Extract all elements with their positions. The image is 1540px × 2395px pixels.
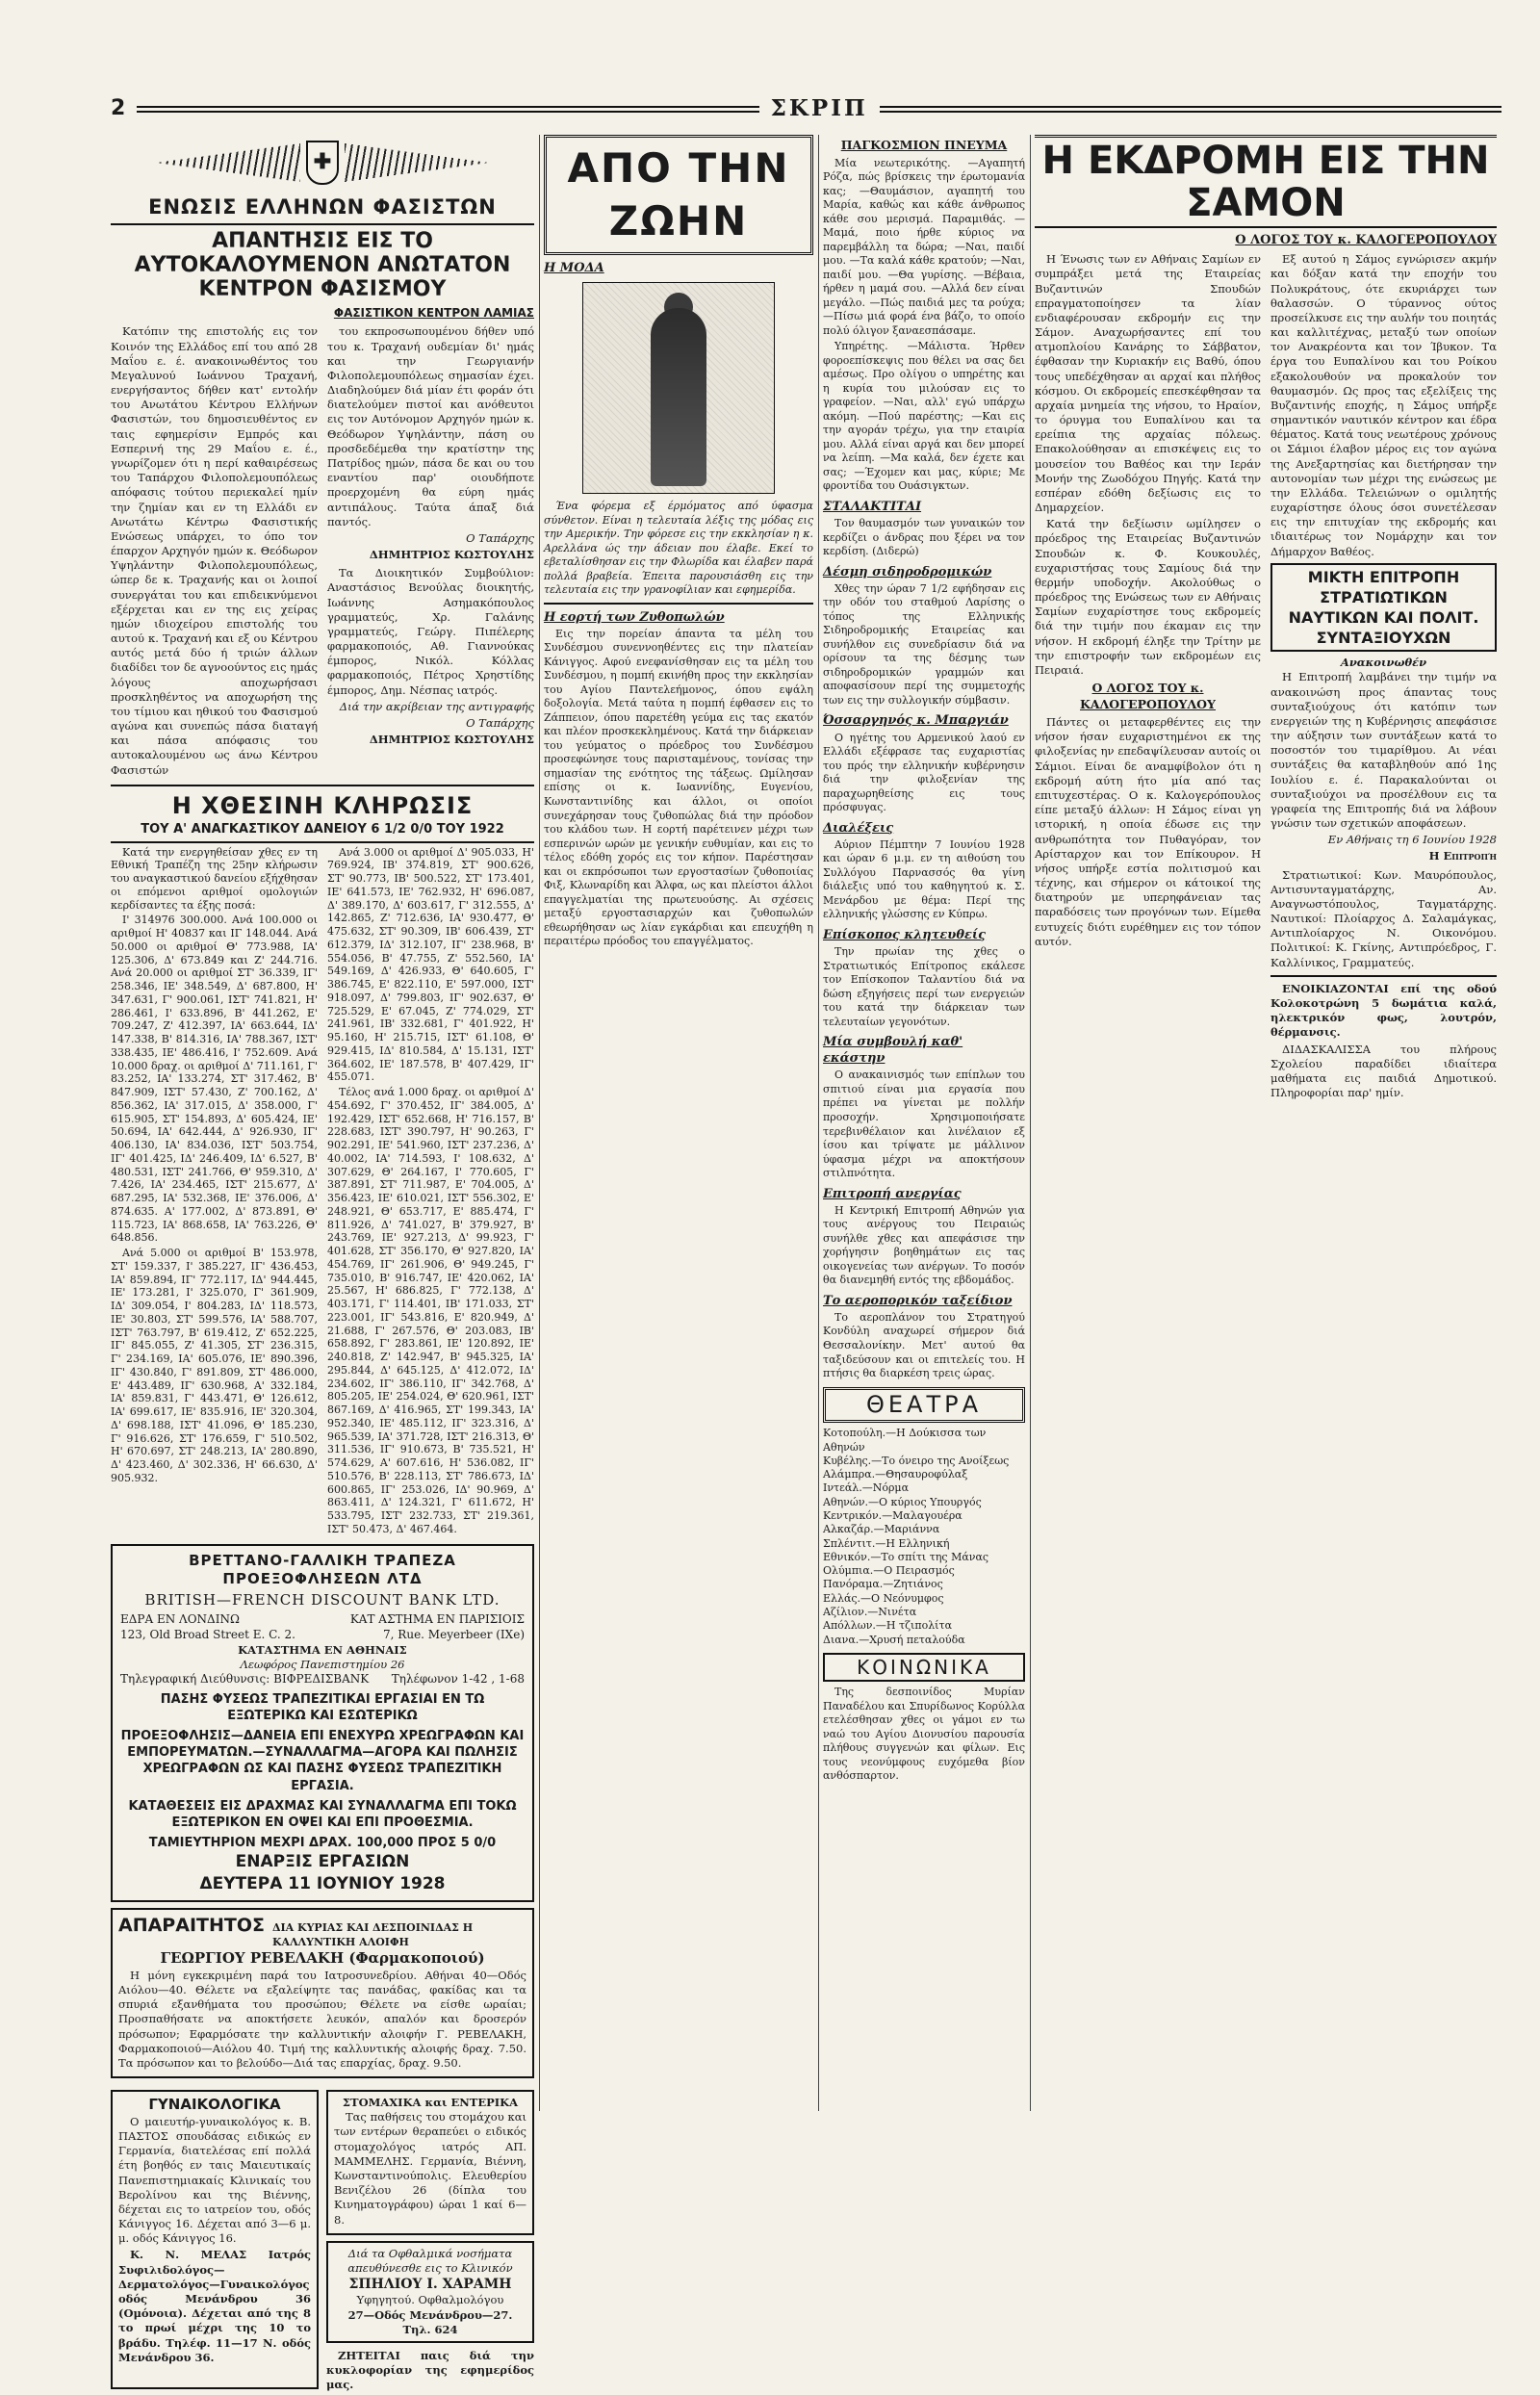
rebelakis-subtitle: ΔΙΑ ΚΥΡΙΑΣ ΚΑΙ ΔΕΣΠΟΙΝΙΔΑΣ Η ΚΑΛΛΥΝΤΙΚΗ ΑΛΟΙΦΗ	[271, 1921, 474, 1948]
news-text-2: Ο ηγέτης του Αρμενικού λαού εν Ελλάδι εξέφρασε τας ευχαριστίας του πρός την ελληνικήν κυβέρνησιν διά την φιλοξενίαν της παραχωρηθείσης εις τους πρόσφυγας.	[823, 731, 1025, 814]
bank-start: ΕΝΑΡΞΙΣ ΕΡΓΑΣΙΩΝ	[235, 1852, 410, 1872]
gynecology-title: ΓΥΝΑΙΚΟΛΟΓΙΚΑ	[148, 2096, 281, 2114]
news-text-6: Η Κεντρική Επιτροπή Αθηνών για τους ανέργους του Πειραιώς συνήλθε χθες και απεφάσισε την χορήγησιν βοηθημάτων εις τας οικογενείας των ανέργων. Το ποσόν θα διανεμηθή εντός της εβδομάδος.	[823, 1203, 1025, 1287]
fashion-heading: Η ΜΟΔΑ	[544, 260, 604, 275]
lottery-numbers-a: Ι' 314976 300.000. Ανά 100.000 οι αριθμοί Η' 40837 και ΙΓ 148.044. Ανά 50.000 οι αριθμοί Θ' 773.988, ΙΑ' 125.306, Δ' 673.849 και Ζ' 244.716. Ανά 20.000 οι αριθμοί ΣΤ' 36.339, ΙΓ' 258.346, ΙΕ' 348.549, Δ' 687.800, Η' 347.631, Γ' 900.061, ΙΣΤ' 741.821, Η' 286.461, Ι' 633.896, Β' 441.262, Ε' 709.247, Ζ' 412.397, ΙΑ' 663.644, ΙΔ' 147.338, Β' 814.316, ΙΑ' 788.367, ΙΣΤ' 338.435, ΙΕ' 486.416, Ι' 752.609. Ανά 10.000 δραχ. οι αριθμοί Δ' 711.161, Γ' 83.252, ΙΑ' 133.274, ΣΤ' 317.462, Β' 847.909, ΙΣΤ' 57.430, Ζ' 700.162, Δ' 856.362, ΙΑ' 317.015, Δ' 358.000, Γ' 615.905, ΣΤ' 154.893, Δ' 605.424, ΙΕ' 50.694, ΙΑ' 642.444, Δ' 926.930, ΙΓ' 406.130, ΙΑ' 834.036, ΙΣΤ' 503.754, ΙΓ' 401.425, ΙΔ' 246.409, ΙΔ' 6.527, Β' 480.531, ΙΣΤ' 241.766, Θ' 959.310, Δ' 7.426, ΙΑ' 234.465, ΙΣΤ' 215.677, Δ' 687.295, ΙΑ' 532.368, ΙΕ' 376.006, Δ' 874.635. Α' 177.002, Δ' 873.891, Θ' 115.723, ΙΑ' 868.658, ΙΑ' 763.226, Θ' 648.856.	[111, 914, 318, 1245]
news-heading-3: Διαλέξεις	[823, 820, 894, 836]
left-column	[111, 135, 534, 2392]
theatre-item: Ιντεάλ.—Νόρμα	[823, 1481, 910, 1495]
column-divider	[539, 135, 540, 2111]
charamis-lead: Διά τα Οφθαλμικά νοσήματα απευθύνεσθε εις το Κλινικόν	[347, 2246, 513, 2275]
society-heading: ΚΟΙΝΩΝΙΚΑ	[823, 1653, 1025, 1682]
theatre-item: Σπλέντιτ.—Η Ελληνική	[823, 1536, 950, 1550]
woman-dress-figure	[651, 308, 706, 486]
speech-heading: Ο ΛΟΓΟΣ ΤΟΥ κ. ΚΑΛΟΓΕΡΟΠΟΥΛΟΥ	[1080, 681, 1216, 711]
fascist-union-title: ΕΝΩΣΙΣ ΕΛΛΗΝΩΝ ΦΑΣΙΣΤΩΝ	[111, 194, 534, 225]
brewers-feast-text: Εις την πορείαν άπαντα τα μέλη του Συνδέσμου συνεννοηθέντες εις την πλατείαν Κάνιγγος. Αφού ενεφανίσθησαν εις τα μέλη του Συνδέσμου, η πομπή εκινήθη προς την εκκλησίαν του Αγίου Παντελεήμονος, όπου εψάλη δοξολογία. Μετά ταύτα η πομπή έφθασεν εις το Ζάππειον, όπου παρετέθη γεύμα εις τας εκατόν και πλέον προσκεκλημένους. Κατά την διάρκειαν του γεύματος ο πρόεδρος του Συνδέσμου προσεφώνησε τους παρισταμένους, τονίσας την σημασίαν της ενότητος της τάξεως. Ωμίλησαν επίσης οι κ. Ιωαννίδης, Ευγενίου, Κωνσταντινίδης και άλλοι, οι οποίοι συνεχάρησαν τους ζυθοπώλας διά την πρόοδον του κλάδου των. Η εορτή παρέτεινεν μέχρι των εσπερινών ωρών με γενικήν ευθυμίαν, και εις το τέλος εδόθη χορός εις τον κήπον. Παρέστησαν και οι εκπρόσωποι των εργοστασίων ζυθοποιίας Φιξ, Κλωναρίδη και Άλφα, ως και πλείστοι άλλοι επαγγελματίαι της πρωτευούσης. Αι σχέσεις μεταξύ εργοστασιαρχών και ζυθοπωλών εθεωρήθησαν ως λίαν εγκάρδιαι και επευχήθη η περαιτέρω πρόοδος του επαγγέλματος.	[544, 627, 813, 948]
speech-text: Πάντες οι μεταφερθέντες εις την νήσον ήσαν ευχαριστημένοι εκ της φιλοξενίας ην επεδαψίλευσαν αυτοίς οι Σάμιοι. Είναι δε αναμφίβολον ότι η εκδρομή αύτη ήτο μία από τας επιτυχεστέρας. Ο κ. Καλογερόπουλος είπε μεταξύ άλλων: Η Σάμος είναι γη ιστορική, η οποία έδωσε εις την ανθρωπότητα τον Πυθαγόραν, τον Αρίσταρχον και τον Επίκουρον. Η νήσος υπήρξε εστία πολιτισμού και τέχνης, και σήμερον οι κάτοικοί της διατηρούν με υπερηφάνειαν τας παραδόσεις των προγόνων των. Είμεθα ευτυχείς διότι ευρέθημεν εις τον τόπον αυτόν.	[1035, 715, 1261, 948]
samos-text-1: Η Ένωσις των εν Αθήναις Σαμίων εν συμπράξει μετά της Εταιρείας Βυζαντινών Σπουδών επραγματοποίησεν τα λίαν ενδιαφέρουσαν εκδρομήν εις την Σάμον. Αναχωρήσαντες επί του ατμοπλοίου Κανάρης το Σάββατον, έφθασαν την Κυριακήν εις Βαθύ, όπου τους υπεδέχθησαν αι αρχαί και πλήθος κόσμου. Οι εκδρομείς επεσκέφθησαν τα αρχαία μνημεία της νήσου, το Ηραίον, το όρυγμα του Ευπαλίνου και τα ερείπια της αρχαίας πόλεως. Επακολούθησαν αι επισκέψεις εις το μουσείον του Βαθέος και την Ιεράν Μονήν της Ζωοδόχου Πηγής. Κατά την εσπέραν εδόθη δεξίωσις εις το Δημαρχείον.	[1035, 252, 1261, 515]
rent-notice: ΕΝΟΙΚΙΑΖΟΝΤΑΙ επί της οδού Κολοκοτρώνη 5 δωμάτια καλά, ηλεκτρικόν φως, λουτρόν, θέρμανσις.	[1270, 981, 1497, 1040]
gynecology-text: Ο μαιευτήρ-γυναικολόγος κ. Β. ΠΑΣΤΟΣ σπουδάσας ειδικώς εν Γερμανία, διατελέσας επί πολλά έτη βοηθός εν ταις Μαιευτικαίς Πανεπιστημιακαίς Κλινικαίς του Βερολίνου και της Βιέννης, δέχεται εις το ιατρείον του, οδός Κάνιγγος 16. Δέχεται από 3—6 μ. μ. οδός Κάνιγγος 16.	[118, 2114, 311, 2246]
brewers-feast-heading: Η εορτή των Ζυθοπωλών	[544, 609, 725, 625]
bank-athens-label: ΚΑΤΑΣΤΗΜΑ ΕΝ ΑΘΗΝΑΙΣ	[238, 1642, 407, 1657]
committee-text: Η Επιτροπή λαμβάνει την τιμήν να ανακοινώση προς άπαντας τους συνταξιούχους ότι κατόπιν των ενεργειών της η Κυβέρνησις απεφάσισε την αύξησιν των συντάξεων κατά το ποσοστόν του τιμαρίθμου. Αι νέαι συντάξεις θα καταβληθούν από 1ης Ιουλίου ε. έ. Παρακαλούνται οι συνταξιούχοι να προσέλθουν εις τα γραφεία της Επιτροπής διά να λάβουν γνώσιν των σχετικών αποφάσεων.	[1270, 670, 1497, 831]
theatre-item: Πανόραμα.—Ζητιάνος	[823, 1578, 943, 1591]
apo-tin-zoin-column	[544, 135, 813, 2111]
committee-signature: Η Επιτροπή	[1428, 849, 1497, 863]
signature-name-2: ΔΗΜΗΤΡΙΟΣ ΚΩΣΤΟΥΛΗΣ	[369, 733, 534, 747]
page-number: 2	[111, 96, 126, 121]
rebelakis-text: Η μόνη εγκεκριμένη παρά του Ιατροσυνεδρίου. Αθήναι 40—Οδός Αιόλου—40. Θέλετε να εξαλείψητε τας πανάδας, φακίδας και τα σπυριά εξανθήματα του προσώπου; Θέλετε να είσθε ωραίαι; Προσπαθήσατε να αποκτήσετε λευκόν, απαλόν και δροσερόν πρόσωπον; Εφαρμόσατε την καλλυντικήν αλοιφήν Γ. ΡΕΒΕΛΑΚΗ, Φαρμακοποιού—Αιόλου 40. Τιμή της καλλυντικής αλοιφής δραχ. 7.50. Τα πρόσωπον και το βελούδο—Διά τας επαρχίας, δραχ. 9.50.	[118, 1968, 526, 2070]
news-heading-2: Όσσαργηνός κ. Μπαργιάν	[823, 713, 1009, 729]
stomach-text: Τας παθήσεις του στομάχου και των εντέρων θεραπεύει ο ειδικός στομαχολόγος ιατρός ΑΠ. ΜΑΜΜΕΛΗΣ. Γερμανία, Βιέννη, Κωνσταντινούπολις. Ελευθερίου Βενιζέλου 26 (δίπλα του Κινηματογράφου) ώραι 1 καί 6—8.	[334, 2110, 526, 2227]
world-spirit-heading: ΠΑΓΚΟΣΜΙΟΝ ΠΝΕΥΜΑ	[840, 138, 1008, 152]
theatre-item: Διανα.—Χρυσή πεταλούδα	[823, 1633, 965, 1646]
bank-london-address: 123, Old Broad Street E. C. 2.	[120, 1627, 295, 1641]
lottery-numbers-d: Τέλος ανά 1.000 δραχ. οι αριθμοί Δ' 454.692, Γ' 370.452, ΙΓ' 384.005, Δ' 192.429, ΙΣΤ' 652.668, Η' 716.157, Β' 228.683, ΙΣΤ' 390.797, Η' 90.263, Γ' 902.291, ΙΕ' 541.960, ΙΣΤ' 237.236, Δ' 40.002, ΙΑ' 714.593, Ι' 108.632, Δ' 307.629, Θ' 264.167, Ι' 770.605, Γ' 387.891, ΣΤ' 711.987, Ε' 704.005, Δ' 356.423, ΙΕ' 610.021, ΙΣΤ' 556.302, Ε' 248.921, Θ' 653.717, Ε' 885.474, Γ' 811.926, Δ' 741.027, Β' 379.927, Β' 243.769, ΙΕ' 927.213, Δ' 99.923, Γ' 401.628, ΣΤ' 356.170, Θ' 927.820, ΙΑ' 454.769, ΙΓ' 261.906, Θ' 949.245, Γ' 735.010, Β' 916.747, ΙΕ' 420.062, ΙΑ' 25.567, Η' 686.825, Γ' 772.138, Δ' 403.171, Γ' 114.401, ΙΒ' 171.033, ΣΤ' 223.001, ΙΓ' 543.816, Ε' 820.949, Δ' 21.688, Γ' 267.576, Θ' 203.083, ΙΒ' 658.892, Γ' 283.861, ΙΕ' 120.892, ΙΕ' 240.818, Ζ' 142.947, Β' 945.325, ΙΑ' 295.844, Δ' 645.125, Δ' 412.072, ΙΔ' 234.602, ΙΓ' 386.110, ΙΓ' 342.768, Δ' 805.205, ΙΕ' 254.024, Θ' 620.961, ΙΣΤ' 867.169, Δ' 416.965, ΣΤ' 199.343, ΙΑ' 952.340, ΙΕ' 485.112, ΙΓ' 323.316, Δ' 965.539, ΙΑ' 371.728, ΙΣΤ' 216.313, Θ' 311.536, ΙΓ' 910.673, Β' 735.521, Η' 574.629, Α' 607.616, Η' 536.082, ΙΓ' 510.576, Β' 228.113, ΣΤ' 786.673, ΙΔ' 600.865, ΙΓ' 253.026, ΙΔ' 90.969, Δ' 863.411, Δ' 124.321, Γ' 611.672, Η' 533.795, ΙΣΤ' 232.733, ΣΤ' 219.361, ΙΣΤ' 50.473, Δ' 467.464.	[327, 1086, 534, 1535]
bank-start-date: ΔΕΥΤΕΡΑ 11 ΙΟΥΝΙΟΥ 1928	[199, 1873, 446, 1893]
news-text-1: Χθες την ώραν 7 1/2 εφήδησαν εις την οδόν του σταθμού Λαρίσης ο τόπος της Ελληνικής Σιδηροδρομικής Εταιρείας και συνήλθον εις συνεδρίασιν διά να ορίσουν τα της δέσμης των σιδηροδρομικών γραμμών και αποφασίσουν περί της συμμετοχής των εις την συλλογικήν σύμβασιν.	[823, 581, 1025, 707]
fascist-emblem	[111, 135, 534, 191]
lottery-results	[111, 846, 534, 1538]
samos-byline: Ο ΛΟΓΟΣ ΤΟΥ κ. ΚΑΛΟΓΕΡΟΠΟΥΛΟΥ	[1235, 233, 1497, 247]
gynecology-advertisement	[111, 2090, 319, 2388]
theatre-heading: ΘΕΑΤΡΑ	[823, 1387, 1025, 1424]
charamis-address: 27—Οδός Μενάνδρου—27. Τηλ. 624	[347, 2307, 513, 2336]
samos-text-2: Εξ αυτού η Σάμος εγνώρισεν ακμήν και δόξαν κατά την εποχήν του Πολυκράτους, ότε εκυριάρχει των θαλασσών. Ο τύραννος ούτος προσείλκυσε εις την αυλήν του ποιητάς και καλλιτέχνας, μεταξύ των οποίων τον Ανακρέοντα και τον Ίβυκον. Τα έργα του Ευπαλίνου και του Ροίκου εξακολουθούν να προκαλούν τον θαυμασμόν. Ως προς τας εξελίξεις της Βυζαντινής εποχής, η Σάμος υπήρξε σημαντικόν ναυτικόν κέντρον και έδρα θέματος. Κατά τους νεωτέρους χρόνους οι Σάμιοι έλαβον μέρος εις τον αγώνα της Ανεξαρτησίας και διετήρησαν την αυτονομίαν των μέχρι της ενώσεως με την Ελλάδα. Τελειώνων ο ομιλητής ευχαρίστησε όλους όσοι συνετέλεσαν εις την επιτυχίαν της εκδρομής και ιδιαιτέρως τον Νομάρχην και τον Δήμαρχον Βαθέος.	[1270, 252, 1497, 558]
fascist-body-right: του εκπροσωπουμένου δήθεν υπό του κ. Τραχανή ουδεμίαν δι' ημάς και την Γεωργιανήν Φιλοπολεμουπόλεως σημασίαν έχει. Διαδηλούμεν διά μίαν έτι φοράν ότι διατελούμεν πιστοί και ανόθευτοι εις τον Αυτόνομον Αρχηγόν ημών κ. Θεόδωρον Υψηλάντην, πάση ου προσδεδέμεθα την κρατίστην της Πατρίδος ημών, πάσα δε και ου του εναντίου παρ' οιουδήποτε προερχομένη θα εύρη ημάς αντιπάλους. Ταύτα άπαξ διά παντός.	[327, 324, 534, 528]
fashion-caption: Ένα φόρεμα εξ έρμόματος από ύφασμα σύνθετον. Είναι η τελευταία λέξις της μόδας εις την Αμερικήν. Την φόρεσε εις την εκκλησίαν η κ. Αρελλάνα ώς την άδειαν που έλαβε. Εκεί το εβεταλίσθησαν εις την Φλωρίδα και έλαβεν παρά πολλά βραβεία. Έπειτα παρουσιάσθη εις την τελευταία εις την γρανοφίλιαν και εφημερίδα.	[544, 500, 813, 597]
bank-telegraph: Τηλεγραφική Διεύθυνσις: ΒΙΦΡΕΔΙΣΒΑΝΚ	[120, 1671, 370, 1686]
apo-title-box	[544, 135, 813, 255]
stomach-title: ΣΤΟΜΑΧΙΚΑ και ΕΝΤΕΡΙΚΑ	[342, 2096, 519, 2110]
theatre-item: Απόλλων.—Η τζιπολίτα	[823, 1619, 952, 1633]
masthead-rule-right	[880, 106, 1502, 113]
rebelakis-advertisement	[111, 1908, 534, 2078]
news-heading-4: Επίσκοπος κλητευθείς	[823, 927, 987, 942]
bank-title: ΒΡΕΤΤΑΝΟ-ΓΑΛΛΙΚΗ ΤΡΑΠΕΖΑ ΠΡΟΕΞΟΦΛΗΣΕΩΝ ΛΤΔ	[189, 1551, 456, 1588]
theatre-item: Κεντρικόν.—Μαλαγουέρα	[823, 1509, 962, 1522]
signature-role-2: Ο Ταπάρχης	[466, 715, 534, 730]
news-text-4: Την πρωίαν της χθες ο Στρατιωτικός Επίτροπος εκάλεσε τον Επίσκοπον Ταλαντίου διά να δώση εξηγήσεις περί των ενεργειών του κατά την διάρκειαν των τελευταίων γεγονότων.	[823, 945, 1025, 1028]
bank-paris-label: ΚΑΤ ΑΣΤΗΜΑ ΕΝ ΠΑΡΙΣΙΟΙΣ	[349, 1611, 525, 1626]
theatre-item: Αλάμπρα.—Θησαυροφύλαξ	[823, 1468, 968, 1481]
news-text-7: Το αεροπλάνον του Στρατηγού Κονδύλη αναχωρεί σήμερον διά Θεσσαλονίκην. Μετ' αυτού θα ταξιδεύσουν και οι επιτελείς του. Η πτήσις θα διαρκέση τρεις ώρας.	[823, 1310, 1025, 1380]
column-divider	[1030, 135, 1031, 2111]
theatre-item: Κοτοπούλη.—Η Δούκισσα των Αθηνών	[823, 1427, 987, 1454]
theatre-item: Αζίλιον.—Νινέτα	[823, 1606, 917, 1619]
theatre-item: Ολύμπια.—Ο Πειρασμός	[823, 1564, 955, 1578]
theatre-item: Κυβέλης.—Το όνειρο της Ανοίξεως	[823, 1454, 1010, 1467]
bank-phones: Τηλέφωνον 1-42 , 1-68	[391, 1671, 525, 1686]
masthead	[111, 96, 1502, 121]
fascist-article	[111, 324, 534, 779]
council-members: Τα Διοικητικόν Συμβούλιον: Αναστάσιος Βενούλας διοικητής, Ιωάννης Ασημακόπουλος γραμματεύς, Χρ. Γαλάνης γραμματεύς, Γεώργ. Πιπέλερης φαρμακοποιός, Αθ. Γιαννούκας έμπορος, Νικόλ. Κόλλας φαρμακοποιός, Πέτρος Χρηστίδης έμπορος, Δημ. Νέσπας ιατρός.	[327, 566, 534, 697]
news-heading-1: Δέσμη σιδηροδρομικών	[823, 564, 992, 579]
small-ads	[111, 2084, 534, 2394]
news-heading-7: Το αεροπορικόν ταξείδιον	[823, 1293, 1013, 1308]
apo-title: ΑΠΟ ΤΗΝ ΖΩΗΝ	[567, 144, 790, 245]
stalactites-text: Τον θαυμασμόν των γυναικών τον κερδίζει ο άνδρας που ξέρει να τον κερδίση. (Διδερώ)	[823, 517, 1025, 558]
samos-column	[1035, 135, 1497, 2111]
bank-services-1: ΠΑΣΗΣ ΦΥΣΕΩΣ ΤΡΑΠΕΖΙΤΙΚΑΙ ΕΡΓΑΣΙΑΙ ΕΝ ΤΩ ΕΞΩΤΕΡΙΚΩ ΚΑΙ ΕΣΩΤΕΡΙΚΩ	[160, 1691, 485, 1723]
charamis-role: Υφηγητού. Οφθαλμολόγου	[356, 2293, 504, 2307]
rebelakis-title: ΑΠΑΡΑΙΤΗΤΟΣ	[118, 1915, 265, 1937]
masthead-rule-left	[137, 106, 758, 113]
samos-headline: Η ΕΚΔΡΟΜΗ ΕΙΣ ΤΗΝ ΣΑΜΟΝ	[1035, 135, 1497, 228]
left-wing-ornament	[156, 143, 300, 182]
signature-name: ΔΗΜΗΤΡΙΟΣ ΚΩΣΤΟΥΛΗΣ	[369, 548, 534, 562]
fascist-headline: ΑΠΑΝΤΗΣΙΣ ΕΙΣ ΤΟ ΑΥΤΟΚΑΛΟΥΜΕΝΟΝ ΑΝΩΤΑΤΟΝ ΚΕΝΤΡΟΝ ΦΑΣΙΣΜΟΥ	[134, 228, 511, 302]
bank-london-label: ΕΔΡΑ ΕΝ ΛΟΝΔΙΝΩ	[120, 1611, 240, 1626]
world-spirit-text: Μία νεωτερικότης. —Αγαπητή Ρόζα, πώς βρίσκεις την έρωτομανία κας; —Θαυμάσιον, αγαπητή του Μαρία, καθώς και κάθε άνθρωπος κάθε σου μερισμά. Παραμιθάς. —Μαμά, ποιο ήρθε κύριος να παρεμβάλλη τα δώρα; —Ναι, παιδί μου. —Τα καλά κάθε κρατούν; —Ναι, παιδί μου. —Θα γυρίσης. —Βέβαια, ήρθεν η μαμά σου. —Αλλά δεν είναι μεγάλο. —Πώς παιδιά μες τα ρούχα; —Πίσω μιά φορά ένα βάζο, το οποίο πολύ όλιγον ξαναεσπάσαμε.	[823, 156, 1025, 337]
samos-text-1b: Κατά την δεξίωσιν ωμίλησεν ο πρόεδρος της Εταιρείας Βυζαντινών Σπουδών κ. Φ. Κουκουλές, ευχαριστήσας τους Σαμίους διά την θερμήν υποδοχήν. Ακολούθως ο πρόεδρος της Ενώσεως των εν Αθήναις Σαμίων ευχαρίστησε τους εκδρομείς διά την τιμήν που έκαμαν εις την νήσον. Η εκδρομή έληξε την Τρίτην με την επιστροφήν των εκδρομέων εις Πειραιά.	[1035, 517, 1261, 677]
world-spirit-text-2: Υπηρέτης. —Μάλιστα. Ήρθεν φοροεπίσκεψις που θέλει να σας δει αμέσως. Προ ολίγου ο υπηρέτης και η κυρία του μιλούσαν εις το γραφείον. —Ναι, αλλ' εγώ υπάρχω ακόμη. —Πού παρέστης; —Και εις την αγοράν τρέχω, για την εταιρία μου. Αλλά είναι αργά και δεν μπορεί να λείπη. —Μα καλά, δεν έχετε και σας; —Έχομεν και μας, κύριε; Με φροντίδα του Ουάσιγκτων.	[823, 340, 1025, 493]
lottery-subtitle: ΤΟΥ Α' ΑΝΑΓΚΑΣΤΙΚΟΥ ΔΑΝΕΙΟΥ 6 1/2 0/0 ΤΟΥ 1922	[111, 821, 534, 842]
divider	[111, 785, 534, 786]
news-heading-5: Μία συμβουλή καθ' εκάστην	[823, 1035, 963, 1067]
bank-services-2: ΠΡΟΕΞΟΦΛΗΣΙΣ—ΔΑΝΕΙΑ ΕΠΙ ΕΝΕΧΥΡΩ ΧΡΕΩΓΡΑΦΩΝ ΚΑΙ ΕΜΠΟΡΕΥΜΑΤΩΝ.—ΣΥΝΑΛΛΑΓΜΑ—ΑΓΟΡΑ ΚΑΙ ΠΩΛΗΣΙΣ ΧΡΕΩΓΡΑΦΩΝ ΩΣ ΚΑΙ ΠΑΣΗΣ ΦΥΣΕΩΣ ΤΡΑΠΕΖΙΤΙΚΗ ΕΡΓΑΣΙΑ.	[120, 1729, 525, 1793]
middle-column	[823, 135, 1025, 2111]
bank-english-name: BRITISH—FRENCH DISCOUNT BANK LTD.	[144, 1591, 500, 1610]
melas-advertisement: Κ. Ν. ΜΕΛΑΣ Ιατρός Συφιλιδολόγος—Δερματολόγος—Γυναικολόγος οδός Μενάνδρου 36 (Ομόνοια). Δέχεται από της 8 το πρωί μέχρι της 10 το βράδυ. Τηλέφ. 11—17 Ν. οδός Μενάνδρου 36.	[118, 2248, 311, 2364]
signature-role: Ο Ταπάρχης	[466, 530, 534, 545]
bank-services-3: ΚΑΤΑΘΕΣΕΙΣ ΕΙΣ ΔΡΑΧΜΑΣ ΚΑΙ ΣΥΝΑΛΛΑΓΜΑ ΕΠΙ ΤΟΚΩ ΕΞΩΤΕΡΙΚΟΝ ΕΝ ΟΨΕΙ ΚΑΙ ΕΠΙ ΠΡΟΘΕΣΜΙΑ.	[128, 1798, 517, 1830]
news-text-3: Αύριον Πέμπτην 7 Ιουνίου 1928 και ώραν 6 μ.μ. εν τη αιθούση του Συλλόγου Παρνασσός θα γίνη διάλεξις υπό του καθηγητού κ. Σ. Μενάρδου με θέμα: Περί της ελληνικής γλώσσης εν Κύπρω.	[823, 837, 1025, 921]
charamis-advertisement	[326, 2241, 534, 2343]
committee-date: Εν Αθήναις τη 6 Ιουνίου 1928	[1327, 833, 1497, 847]
society-text: Της δεσποινίδος Μυρίαν Παναδέλου και Σπυρίδωνος Κορύλλα ετελέσθησαν χθες οι γάμοι εν τω ναώ του Αγίου Διονυσίου παρουσία πλήθους συγγενών και φίλων. Εις τους νεονύμφους ευχόμεθα βίον ανθόσπαρτον.	[823, 1686, 1025, 1783]
council-note: Διά την ακρίβειαν της αντιγραφής	[339, 699, 534, 713]
teacher-notice: ΔΙΔΑΣΚΑΛΙΣΣΑ του πλήρους Σχολείου παραδίδει ιδιαίτερα μαθήματα εις παιδιά Δημοτικού. Πληροφορίαι παρ' ημίν.	[1270, 1042, 1497, 1100]
theatre-item: Αλκαζάρ.—Μαριάννα	[823, 1523, 940, 1536]
stalactites-heading: ΣΤΑΛΑΚΤΙΤΑΙ	[823, 499, 922, 514]
wanted-notice: ΖΗΤΕΙΤΑΙ παις διά την κυκλοφορίαν της εφημερίδος μας.	[326, 2349, 534, 2392]
news-heading-6: Επιτροπή ανεργίας	[823, 1186, 962, 1201]
committee-subheading: Ανακοινωθέν	[1340, 656, 1427, 670]
rebelakis-name: ΓΕΩΡΓΙΟΥ ΡΕΒΕΛΑΚΗ (Φαρμακοποιού)	[160, 1949, 485, 1968]
theatre-item: Ελλάς.—Ο Νεόνυμφος	[823, 1591, 944, 1605]
committee-members: Στρατιωτικοί: Κων. Μαυρόπουλος, Αντισυνταγματάρχης, Αν. Αναγνωστόπουλος, Ταγματάρχης. Ναυτικοί: Πλοίαρχος Δ. Σαλαμάγκας, Αντιπλοίαρχος Ν. Οικονόμου. Πολιτικοί: Κ. Γκίνης, Αντιπρόεδρος, Γ. Καλλίνικος, Γραμματεύς.	[1270, 867, 1497, 969]
cross-shield-icon: ✚	[306, 141, 339, 185]
right-wing-ornament	[345, 143, 489, 182]
newspaper-name: ΣΚΡΙΠ	[770, 94, 868, 121]
theatre-item: Εθνικόν.—Το σπίτι της Μάνας	[823, 1550, 989, 1563]
news-text-5: Ο ανακαινισμός των επίπλων του σπιτιού είναι μια εργασία που πρέπει να γίνεται με πολλήν προσοχήν. Χρησιμοποιήσατε τερεβινθέλαιον και λινέλαιον εξ ίσου και τρίψατε με μάλλινον ύφασμα μέχρι να αποκτήσουν στιλπνότητα.	[823, 1069, 1025, 1180]
column-divider	[818, 135, 819, 2111]
fascist-subhead: ΦΑΣΙΣΤΙΚΟΝ ΚΕΝΤΡΟΝ ΛΑΜΙΑΣ	[333, 305, 534, 320]
fascist-body-left: Κατόπιν της επιστολής εις τον Κοινόν της Ελλάδος επί του από 28 Μαΐου ε. έ. ανακοινωθέντος του Μεγαλυνού Ιωάννου Τραχανή, ενεργήσαντος δήθεν κατ' εντολήν του Ανωτάτου Κέντρου Ελλήνων Φασιστών, του δημοσιευθέντος εν ταις εφημερίσιν Εμπρός και Εσπερινή της 29 Μαΐου ε. έ., γνωρίζομεν ότι η περί καθαιρέσεως του Ταπάρχου Φιλοπολεμουπόλεως απόφασις τούτου περιεκαλεί ημίν την ζημίαν και εν τη Ελλάδι εν Ανωτάτω Κέντρω Φασιστικής Ενώσεως υπάρχει, το όπο τον έπαρχον Αρχηγόν ημών κ. Θεόδωρον Υψηλάντην Φιλοπολεμουπόλεως, ώπερ δε κ. Τραχανής και οι λοιποί συνεργάται του και επιδεικνύμενοι εξέρχεται και εν της εις χείρας ημών ιδιοχείρου επιστολής του αυτού κ. Τραχανή και εξ ου Κέντρου αυτός μετά δύο ή τριών άλλων διαδίδει τον δε αγνοούντος εις ημάς λόγους αποχωρήσασι προσκληθέντος να αποχωρήση της του τίμιου και ηθικού του Φασισμού αγώνα και συνεπώς πάσα διαταγή και πάσα απόφασις του αυτοκαλουμένου ως άνω Κέντρου Φασιστών	[111, 324, 318, 777]
lottery-intro: Κατά την ενεργηθείσαν χθες εν τη Εθνική Τραπέζη της 25ην κλήρωσιν του αναγκαστικού δανείου εξήχθησαν οι επόμενοι αριθμοί ομολογιών κερδίσαντες τα έξης ποσά:	[111, 845, 318, 912]
theatre-item: Αθηνών.—Ο κύριος Υπουργός	[823, 1495, 982, 1508]
committee-heading: ΜΙΚΤΗ ΕΠΙΤΡΟΠΗ ΣΤΡΑΤΙΩΤΙΚΩΝ ΝΑΥΤΙΚΩΝ ΚΑΙ ΠΟΛΙΤ. ΣΥΝΤΑΞΙΟΥΧΩΝ	[1270, 563, 1497, 652]
stomach-advertisement	[326, 2090, 534, 2235]
bank-paris-address: 7, Rue. Meyerbeer (IXe)	[383, 1627, 525, 1641]
lottery-title: Η ΧΘΕΣΙΝΗ ΚΛΗΡΩΣΙΣ	[171, 791, 474, 819]
charamis-name: ΣΠΗΛΙΟΥ Ι. ΧΑΡΑΜΗ	[348, 2277, 512, 2293]
lottery-numbers-c: Ανά 3.000 οι αριθμοί Δ' 905.033, Η' 769.924, ΙΒ' 374.819, ΣΤ' 900.626, ΣΤ' 90.773, ΙΒ' 500.522, ΣΤ' 173.401, ΙΕ' 641.573, ΙΕ' 762.932, Η' 696.087, Δ' 389.170, Δ' 603.617, Γ' 312.555, Δ' 142.865, Ζ' 712.636, ΙΑ' 930.477, Θ' 475.632, ΣΤ' 90.309, ΙΒ' 606.439, ΣΤ' 612.379, ΙΔ' 312.107, ΙΓ' 238.968, Β' 554.056, Β' 47.755, Ζ' 552.560, ΙΑ' 549.169, Δ' 426.933, Θ' 640.605, Γ' 386.745, Ε' 822.110, Ε' 597.000, ΙΣΤ' 918.097, Δ' 799.803, ΙΓ' 902.637, Θ' 725.529, Ε' 67.045, Ζ' 774.029, ΣΤ' 241.961, ΙΒ' 332.681, Γ' 401.922, Η' 95.160, Η' 215.715, ΙΣΤ' 61.108, Θ' 929.415, ΙΔ' 810.584, Δ' 15.131, ΙΣΤ' 364.602, ΙΕ' 187.578, Β' 407.429, ΙΓ' 455.071.	[327, 845, 534, 1084]
lottery-numbers-b: Ανά 5.000 οι αριθμοί Β' 153.978, ΣΤ' 159.337, Ι' 385.227, ΙΓ' 436.453, ΙΑ' 859.894, ΙΓ' 772.117, ΙΔ' 944.445, ΙΕ' 173.281, Ι' 325.070, Γ' 361.909, ΙΔ' 309.054, Ι' 804.283, ΙΔ' 118.573, ΙΕ' 30.803, ΣΤ' 599.576, ΙΑ' 588.707, ΙΣΤ' 763.797, Β' 619.412, Ζ' 652.225, ΙΓ' 845.055, Ζ' 41.305, ΣΤ' 236.315, Γ' 234.169, ΙΑ' 605.076, ΙΕ' 890.396, ΙΓ' 430.840, Γ' 891.809, ΣΤ' 486.000, Ε' 443.489, ΙΓ' 630.968, Α' 332.184, ΙΑ' 859.831, Γ' 443.471, Θ' 126.612, ΙΑ' 699.617, ΙΕ' 835.916, ΙΕ' 320.304, Δ' 698.188, ΙΣΤ' 41.096, Θ' 185.230, Γ' 916.626, ΣΤ' 176.659, Γ' 510.502, Η' 670.697, ΣΤ' 248.213, ΙΑ' 280.890, Δ' 423.460, Δ' 302.336, Η' 66.630, Δ' 905.932.	[111, 1247, 318, 1484]
bank-savings: ΤΑΜΙΕΥΤΗΡΙΟΝ ΜΕΧΡΙ ΔΡΑΧ. 100,000 ΠΡΟΣ 5 0/0	[148, 1836, 497, 1851]
bank-advertisement	[111, 1544, 534, 1903]
bank-athens-address: Λεωφόρος Πανεπιστημίου 26	[240, 1657, 405, 1671]
theatre-list	[823, 1427, 1025, 1647]
fashion-photo	[582, 282, 775, 494]
